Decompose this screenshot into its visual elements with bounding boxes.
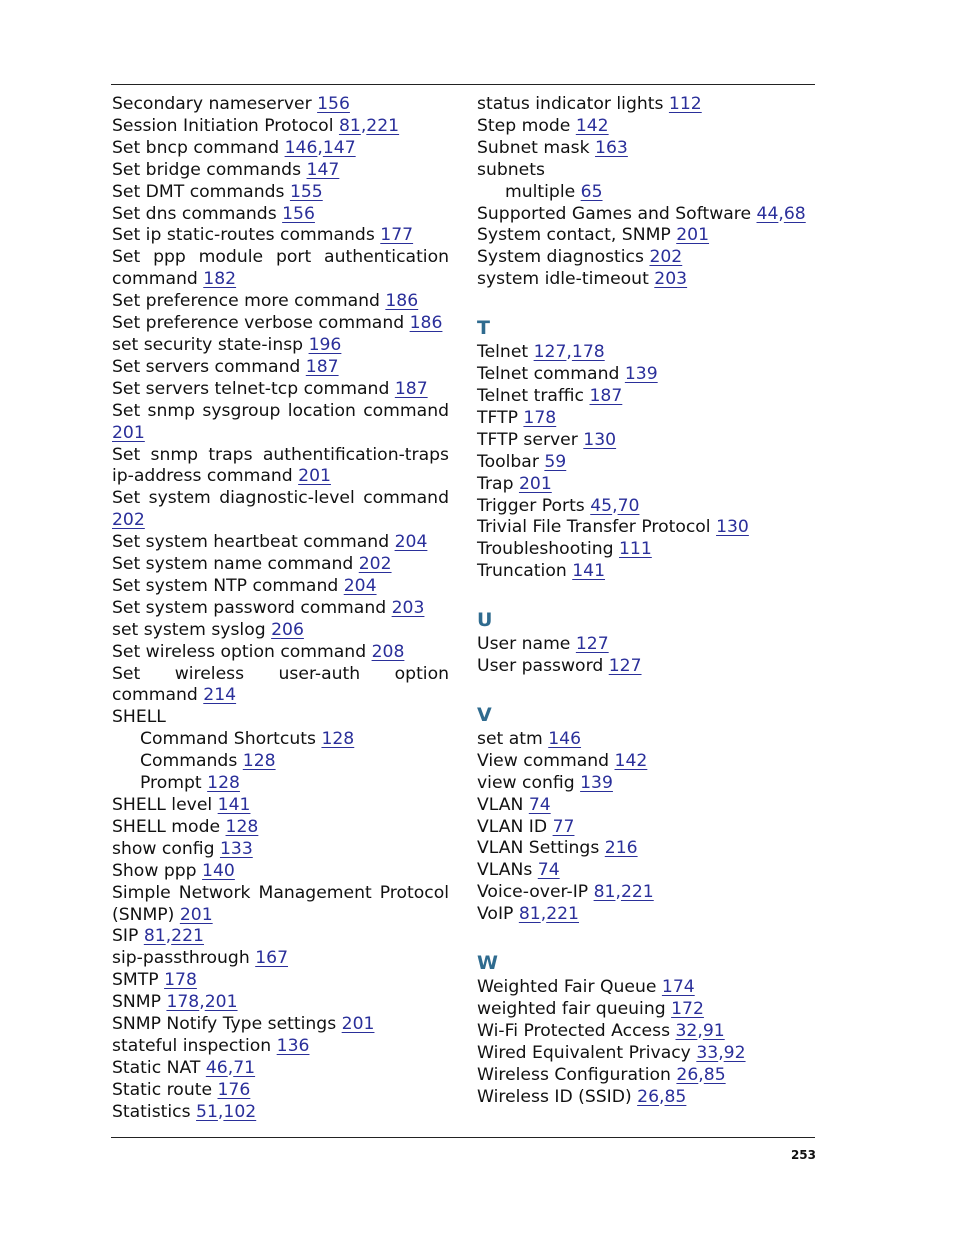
page-link[interactable]: 216	[604, 838, 638, 859]
page-separator: ,	[566, 342, 572, 363]
index-entry-weighted-fair-queue	[477, 977, 814, 999]
index-term: system idle-timeout	[477, 269, 649, 290]
page-link[interactable]: 201	[518, 473, 552, 494]
page-link[interactable]: 196	[308, 334, 342, 355]
index-entry-set-snmp-traps-authentification-traps-ip-address-command	[112, 445, 449, 489]
index-term: Set snmp sysgroup location command	[112, 400, 449, 421]
page-separator: ,	[227, 1057, 234, 1078]
index-entry-multiple	[477, 182, 814, 204]
page-link[interactable]: 142	[575, 115, 609, 136]
index-entry-commands	[112, 751, 449, 773]
page-link[interactable]: 32	[675, 1020, 698, 1041]
index-term: Commands	[140, 751, 238, 772]
index-entry-set-security-state-insp	[112, 335, 449, 357]
page-link[interactable]: 178	[166, 992, 200, 1013]
page-link[interactable]: 177	[380, 225, 414, 246]
page-separator: ,	[698, 1064, 704, 1085]
page-link[interactable]: 44	[756, 203, 779, 224]
index-term: Set system password command	[112, 597, 387, 618]
index-entry-supported-games-and-software	[477, 204, 814, 226]
page-link[interactable]: 186	[385, 291, 419, 312]
page-link[interactable]: 172	[671, 999, 704, 1019]
page-link[interactable]: 139	[624, 364, 658, 385]
index-term: TFTP	[477, 407, 518, 428]
index-entry-command-shortcuts	[112, 729, 449, 751]
page-link[interactable]: 221	[171, 926, 204, 947]
index-term: Set system NTP command	[112, 575, 339, 596]
index-entry-telnet	[477, 342, 814, 364]
index-term: System contact, SNMP	[477, 225, 671, 246]
index-entry-weighted-fair-queuing	[477, 999, 814, 1021]
index-entry-set-system-ntp-command	[112, 576, 449, 598]
page-link[interactable]: 130	[583, 429, 617, 450]
index-entry-vlan-settings	[477, 838, 814, 860]
index-entry-show-ppp	[112, 861, 449, 883]
index-term: Set servers command	[112, 356, 301, 377]
index-letter-heading-t: T	[477, 317, 490, 340]
index-entry-set-wireless-user-auth-option-command	[112, 664, 449, 708]
page-separator: ,	[165, 926, 172, 947]
index-term: System diagnostics	[477, 247, 644, 268]
page-link[interactable]: 91	[702, 1020, 725, 1041]
index-entry-set-bncp-command	[112, 138, 449, 160]
page-link[interactable]: 81	[593, 882, 616, 903]
page-link[interactable]: 202	[649, 247, 683, 268]
page-link[interactable]: 201	[112, 422, 145, 443]
index-entry-truncation	[477, 561, 814, 583]
index-term: show config	[112, 838, 215, 859]
index-term: Trap	[477, 473, 514, 494]
index-term: Show ppp	[112, 860, 197, 881]
index-entry-system-idle-timeout	[477, 269, 814, 291]
index-entry-subnets	[477, 160, 814, 182]
index-entry-user-name	[477, 634, 814, 656]
page-link[interactable]: 74	[537, 860, 560, 881]
page-separator: ,	[697, 1020, 703, 1041]
index-entry-telnet-traffic	[477, 386, 814, 408]
index-entry-view-config	[477, 773, 814, 795]
index-entry-snmp	[112, 992, 449, 1014]
page-separator: ,	[199, 992, 205, 1013]
page-link[interactable]: 81	[143, 926, 166, 947]
index-term: set system syslog	[112, 619, 266, 640]
index-entry-vlan-id	[477, 817, 814, 839]
page-link[interactable]: 45	[590, 495, 613, 516]
index-entry-set-wireless-option-command	[112, 642, 449, 664]
index-term: Telnet traffic	[477, 385, 585, 406]
page-link[interactable]: 33	[696, 1042, 719, 1063]
page-link[interactable]: 127	[575, 634, 609, 655]
index-entry-set-system-diagnostic-level-command	[112, 488, 449, 532]
index-term: Set ppp module port authentication command	[112, 247, 449, 290]
page-link[interactable]: 128	[207, 773, 240, 794]
index-entry-static-nat	[112, 1058, 449, 1080]
page-separator: ,	[718, 1042, 724, 1063]
page-link[interactable]: 68	[783, 203, 806, 224]
index-entry-telnet-command	[477, 364, 814, 386]
index-term: stateful inspection	[112, 1035, 272, 1056]
page-link[interactable]: 147	[306, 159, 340, 180]
page-separator: ,	[612, 495, 618, 516]
index-term: Static NAT	[112, 1057, 201, 1078]
index-entry-trigger-ports	[477, 496, 814, 518]
index-entry-vlan	[477, 795, 814, 817]
page-link[interactable]: 85	[664, 1086, 687, 1107]
page-link[interactable]: 208	[371, 641, 405, 662]
index-entry-wired-equivalent-privacy	[477, 1043, 814, 1065]
index-entry-set-system-password-command	[112, 598, 449, 620]
page-link[interactable]: 141	[572, 561, 606, 582]
index-term: status indicator lights	[477, 94, 664, 114]
page-link[interactable]: 155	[289, 181, 323, 202]
index-entry-subnet-mask	[477, 138, 814, 160]
index-term: Telnet	[477, 342, 529, 363]
index-term: Set snmp traps authentification-traps ip-address command	[112, 444, 449, 487]
page-separator: ,	[360, 115, 367, 136]
index-term: Set system name command	[112, 554, 354, 575]
page-link[interactable]: 81	[518, 904, 541, 925]
page-link[interactable]: 26	[676, 1064, 699, 1085]
index-entry-set-preference-verbose-command	[112, 313, 449, 335]
index-entry-smtp	[112, 970, 449, 992]
index-entry-tftp-server	[477, 430, 814, 452]
index-term: VoIP	[477, 904, 514, 925]
index-entry-set-atm	[477, 729, 814, 751]
page-link[interactable]: 186	[409, 313, 443, 334]
page-separator: ,	[317, 137, 323, 158]
index-term: Set wireless option command	[112, 641, 367, 662]
index-term: User name	[477, 634, 571, 655]
index-term: SHELL	[112, 707, 166, 728]
index-term: SNMP	[112, 992, 161, 1013]
index-term: Set wireless user-auth option command	[112, 663, 449, 706]
index-term: Truncation	[477, 561, 567, 582]
page-separator: ,	[540, 904, 547, 925]
index-letter-heading-u: U	[477, 609, 493, 632]
index-entry-toolbar	[477, 452, 814, 474]
index-term: Set dns commands	[112, 203, 277, 224]
page-link[interactable]: 147	[322, 137, 356, 158]
index-term: Set bridge commands	[112, 159, 302, 180]
index-term: SHELL level	[112, 795, 213, 815]
index-column-left	[112, 94, 449, 1124]
index-entry-view-command	[477, 751, 814, 773]
page-link[interactable]: 81	[338, 115, 361, 136]
index-term: Trivial File Transfer Protocol	[477, 517, 711, 538]
index-term: Command Shortcuts	[140, 729, 316, 750]
page-link[interactable]: 201	[204, 992, 238, 1013]
index-entry-step-mode	[477, 116, 814, 138]
page-link[interactable]: 102	[223, 1101, 257, 1122]
page-link[interactable]: 204	[394, 532, 428, 553]
index-entry-tftp	[477, 408, 814, 430]
index-entry-set-servers-command	[112, 357, 449, 379]
page-link[interactable]: 201	[341, 1014, 375, 1035]
page-separator: ,	[615, 882, 621, 903]
index-entry-troubleshooting	[477, 539, 814, 561]
index-term: Statistics	[112, 1101, 191, 1122]
index-entry-set-bridge-commands	[112, 160, 449, 182]
index-entry-stateful-inspection	[112, 1036, 449, 1058]
page-link[interactable]: 202	[358, 554, 392, 575]
page-link[interactable]: 85	[703, 1064, 726, 1085]
page-link[interactable]: 202	[112, 510, 145, 531]
index-entry-sip-passthrough	[112, 948, 449, 970]
index-entry-system-contact-snmp	[477, 225, 814, 247]
index-entry-status-indicator-lights	[477, 94, 814, 116]
index-term: VLAN ID	[477, 816, 548, 837]
index-entry-set-system-name-command	[112, 554, 449, 576]
index-entry-shell-mode	[112, 817, 449, 839]
page-link[interactable]: 142	[614, 750, 648, 771]
page-separator: ,	[217, 1101, 224, 1122]
page-link[interactable]: 70	[617, 495, 640, 516]
page-number: 253	[790, 1148, 816, 1162]
index-term: TFTP server	[477, 429, 578, 450]
index-term: multiple	[505, 181, 576, 202]
index-term: Step mode	[477, 115, 571, 136]
page-link[interactable]: 221	[546, 904, 579, 925]
index-term: Set ip static-routes commands	[112, 225, 375, 246]
page-link[interactable]: 156	[317, 94, 350, 114]
page-link[interactable]: 204	[343, 575, 377, 596]
index-term: Set preference more command	[112, 291, 380, 312]
page-link[interactable]: 71	[233, 1057, 256, 1078]
index-term: Set bncp command	[112, 137, 280, 158]
index-entry-set-ip-static-routes-commands	[112, 225, 449, 247]
page-link[interactable]: 133	[219, 838, 253, 859]
page-link[interactable]: 221	[620, 882, 654, 903]
index-entry-statistics	[112, 1102, 449, 1124]
page-link[interactable]: 146	[548, 728, 582, 749]
index-term: Weighted Fair Queue	[477, 977, 657, 998]
index-entry-wireless-id-ssid	[477, 1087, 814, 1109]
page-link[interactable]: 59	[544, 451, 567, 472]
index-term: View command	[477, 750, 610, 771]
index-entry-session-initiation-protocol	[112, 116, 449, 138]
footer-rule	[111, 1137, 815, 1138]
index-term: set security state-insp	[112, 334, 304, 355]
index-term: Supported Games and Software	[477, 203, 752, 224]
index-entry-set-system-heartbeat-command	[112, 532, 449, 554]
index-term: weighted fair queuing	[477, 999, 666, 1019]
index-entry-snmp-notify-type-settings	[112, 1014, 449, 1036]
index-entry-static-route	[112, 1080, 449, 1102]
page-link[interactable]: 201	[179, 904, 213, 925]
index-entry-voip	[477, 904, 814, 926]
header-rule	[111, 84, 815, 85]
index-term: SNMP Notify Type settings	[112, 1014, 337, 1035]
index-entry-wireless-configuration	[477, 1065, 814, 1087]
index-term: Telnet command	[477, 364, 620, 385]
index-entry-secondary-nameserver	[112, 94, 449, 116]
index-entry-shell-level	[112, 795, 449, 817]
page-link[interactable]: 128	[225, 816, 259, 837]
index-term: set atm	[477, 728, 543, 749]
page-link[interactable]: 128	[242, 751, 276, 772]
page-link[interactable]: 178	[164, 970, 197, 991]
index-term: Wi-Fi Protected Access	[477, 1020, 671, 1041]
page-link[interactable]: 146	[284, 137, 318, 158]
page-link[interactable]: 46	[205, 1057, 228, 1078]
index-term: Secondary nameserver	[112, 94, 312, 114]
page-link[interactable]: 92	[723, 1042, 746, 1063]
page-link[interactable]: 187	[589, 385, 623, 406]
index-term: Toolbar	[477, 451, 539, 472]
index-entry-set-preference-more-command	[112, 291, 449, 313]
page-link[interactable]: 139	[580, 772, 613, 793]
page-link[interactable]: 163	[595, 137, 628, 158]
index-entry-sip	[112, 926, 449, 948]
index-letter-heading-v: V	[477, 703, 492, 726]
index-term: sip-passthrough	[112, 948, 250, 969]
page-link[interactable]: 130	[716, 517, 749, 538]
index-entry-set-snmp-sysgroup-location-command	[112, 401, 449, 445]
index-entry-set-dmt-commands	[112, 182, 449, 204]
page-link[interactable]: 178	[571, 342, 605, 363]
page-link[interactable]: 77	[552, 816, 575, 837]
index-entry-set-ppp-module-port-authentication-command	[112, 247, 449, 291]
index-term: Static route	[112, 1079, 213, 1100]
page-link[interactable]: 128	[321, 729, 355, 750]
page-link[interactable]: 26	[637, 1086, 660, 1107]
page-link[interactable]: 140	[202, 860, 235, 881]
page-link[interactable]: 187	[394, 378, 428, 399]
index-term: Troubleshooting	[477, 539, 614, 560]
index-term: User password	[477, 656, 604, 677]
page-link[interactable]: 178	[523, 407, 557, 428]
page-link[interactable]: 127	[608, 656, 642, 677]
index-term: Wired Equivalent Privacy	[477, 1042, 691, 1063]
page-link[interactable]: 111	[619, 539, 652, 560]
index-entry-show-config	[112, 839, 449, 861]
index-term: subnets	[477, 159, 545, 180]
index-term: SMTP	[112, 970, 159, 991]
index-term: Voice-over-IP	[477, 882, 589, 903]
index-entry-set-servers-telnet-tcp-command	[112, 379, 449, 401]
index-entry-set-system-syslog	[112, 620, 449, 642]
page-link[interactable]: 74	[528, 794, 551, 815]
index-term: VLAN	[477, 794, 524, 815]
page-link[interactable]: 136	[276, 1035, 310, 1056]
index-entry-simple-network-management-protocol-snmp	[112, 883, 449, 927]
page-link[interactable]: 65	[580, 181, 603, 202]
page-link[interactable]: 156	[282, 203, 315, 224]
index-term: Wireless Configuration	[477, 1064, 671, 1085]
page-link[interactable]: 201	[298, 466, 331, 487]
index-entry-system-diagnostics	[477, 247, 814, 269]
index-entry-trap	[477, 474, 814, 496]
index-term: VLAN Settings	[477, 838, 600, 859]
index-column-right	[477, 94, 814, 1109]
page-link[interactable]: 203	[654, 269, 688, 290]
page-link[interactable]: 203	[391, 597, 425, 618]
index-entry-prompt	[112, 773, 449, 795]
page-link[interactable]: 176	[217, 1079, 251, 1100]
index-letter-heading-w: W	[477, 952, 498, 975]
page-link[interactable]: 201	[676, 225, 710, 246]
index-entry-trivial-file-transfer-protocol	[477, 517, 814, 539]
index-term: Trigger Ports	[477, 495, 585, 516]
index-term: Prompt	[140, 773, 202, 794]
page-link[interactable]: 112	[668, 94, 702, 114]
index-term: SIP	[112, 926, 139, 947]
index-term: Set system diagnostic-level command	[112, 488, 449, 509]
page-link[interactable]: 187	[305, 356, 339, 377]
index-term: Wireless ID (SSID)	[477, 1086, 632, 1107]
index-term: Subnet mask	[477, 137, 590, 158]
index-term: Session Initiation Protocol	[112, 115, 334, 136]
index-term: VLANs	[477, 860, 533, 881]
index-term: Simple Network Management Protocol (SNMP)	[112, 882, 449, 925]
index-term: Set system heartbeat command	[112, 532, 390, 553]
index-term: Set servers telnet-tcp command	[112, 378, 390, 399]
index-term: Set DMT commands	[112, 181, 285, 202]
page-link[interactable]: 214	[203, 685, 237, 706]
index-entry-wi-fi-protected-access	[477, 1021, 814, 1043]
page-link[interactable]: 127	[533, 342, 567, 363]
page-separator: ,	[659, 1086, 665, 1107]
page-separator: ,	[778, 203, 784, 224]
page-link[interactable]: 174	[661, 977, 695, 998]
index-entry-shell	[112, 707, 449, 729]
page-link[interactable]: 182	[203, 269, 237, 290]
index-term: view config	[477, 772, 575, 793]
page-link[interactable]: 141	[217, 795, 251, 815]
index-entry-vlans	[477, 860, 814, 882]
index-term: Set preference verbose command	[112, 313, 405, 334]
page-link[interactable]: 167	[255, 948, 289, 969]
page-link[interactable]: 51	[196, 1101, 218, 1122]
page-link[interactable]: 221	[366, 115, 400, 136]
page-link[interactable]: 206	[271, 619, 304, 640]
index-entry-voice-over-ip	[477, 882, 814, 904]
index-entry-set-dns-commands	[112, 204, 449, 226]
index-term: SHELL mode	[112, 816, 221, 837]
index-entry-user-password	[477, 656, 814, 678]
